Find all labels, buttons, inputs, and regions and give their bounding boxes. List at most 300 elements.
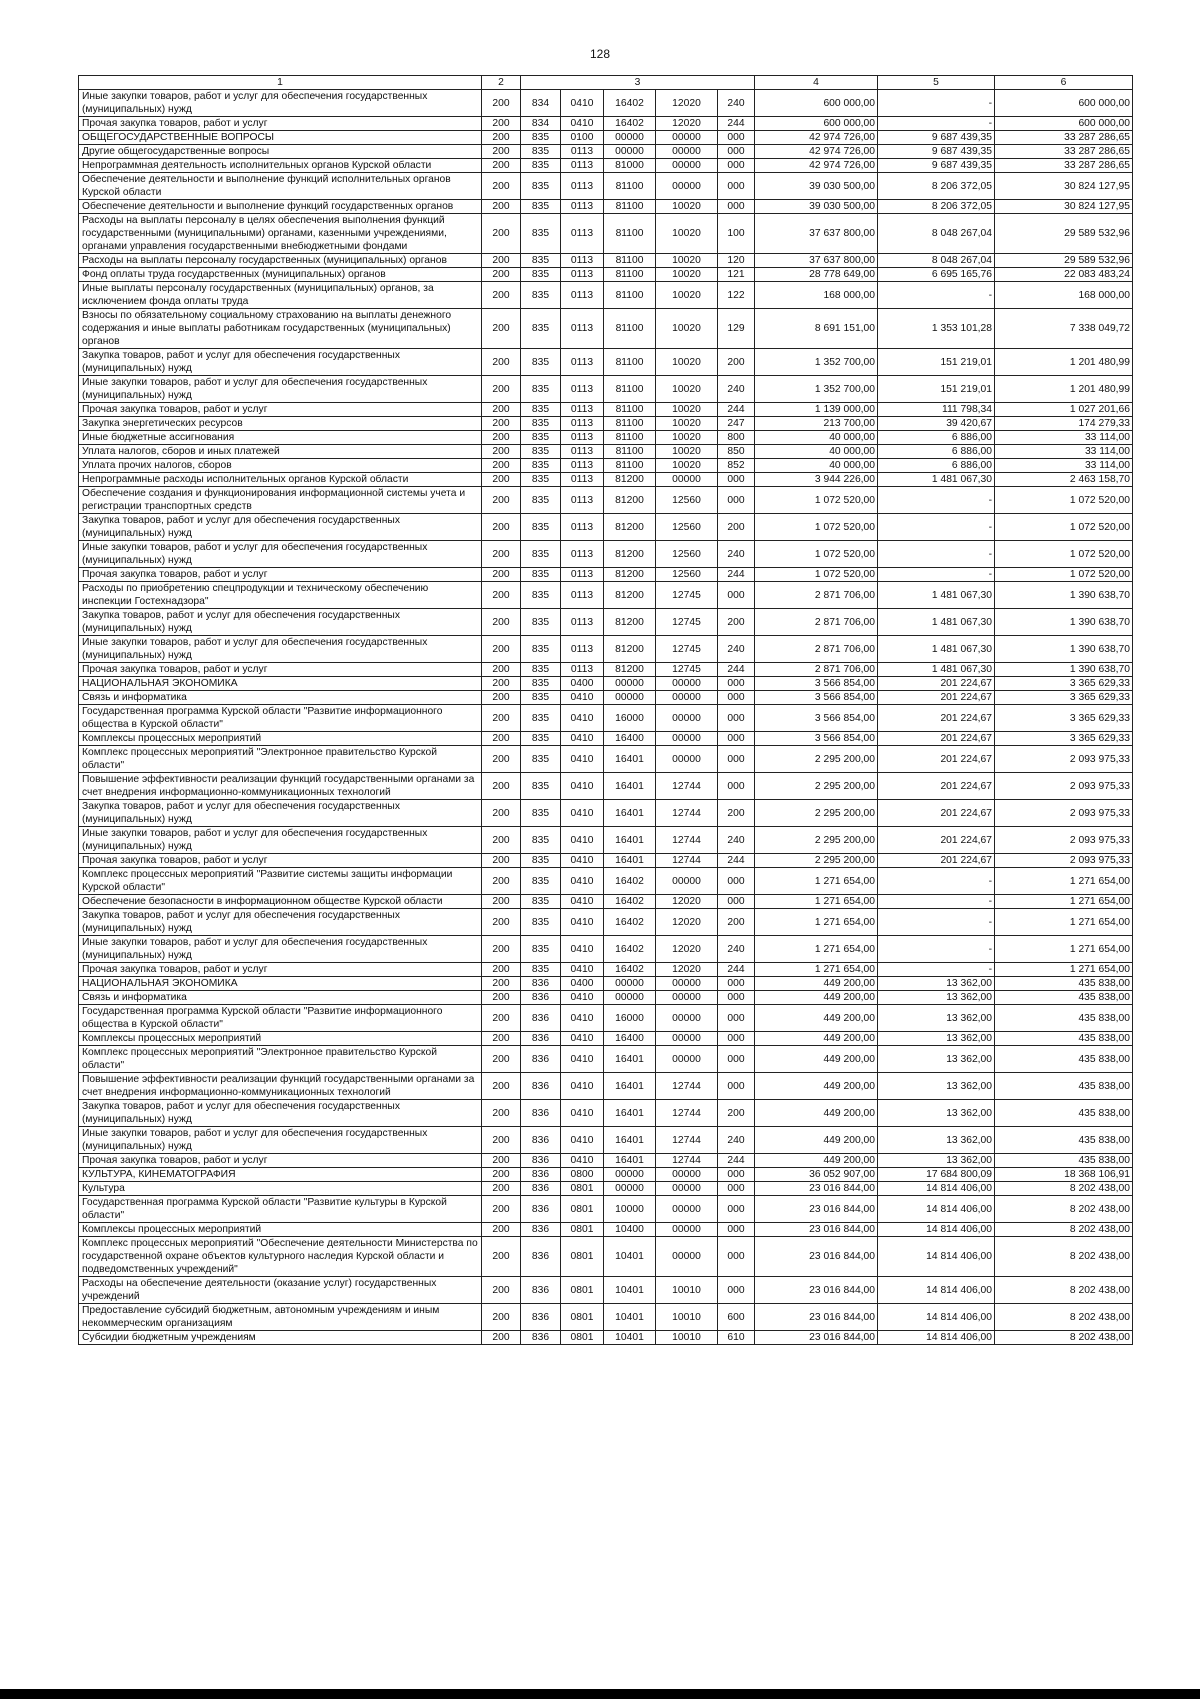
- code-direction: 10020: [656, 214, 718, 254]
- code-type: 000: [718, 1196, 755, 1223]
- amount-remaining: 1 390 638,70: [995, 663, 1133, 677]
- amount-remaining: 2 093 975,33: [995, 773, 1133, 800]
- amount-executed: 8 048 267,04: [878, 214, 995, 254]
- table-row: [79, 1005, 1133, 1032]
- code-direction: 12020: [656, 895, 718, 909]
- amount-remaining: 168 000,00: [995, 282, 1133, 309]
- code-type: 244: [718, 854, 755, 868]
- budget-table: [78, 75, 1133, 1345]
- amount-remaining: 435 838,00: [995, 1127, 1133, 1154]
- code-ministry: 836: [521, 1154, 561, 1168]
- amount-approved: 1 271 654,00: [755, 868, 878, 895]
- row-name: Фонд оплаты труда государственных (муниципальных) органов: [79, 268, 482, 282]
- table-row: [79, 963, 1133, 977]
- code-section: 0113: [561, 159, 604, 173]
- page-number: 128: [589, 47, 611, 61]
- table-row: [79, 90, 1133, 117]
- amount-executed: -: [878, 117, 995, 131]
- code-section: 0113: [561, 282, 604, 309]
- amount-executed: 14 814 406,00: [878, 1237, 995, 1277]
- code-direction: 12020: [656, 909, 718, 936]
- code-direction: 00000: [656, 173, 718, 200]
- code-type: 000: [718, 868, 755, 895]
- code-direction: 00000: [656, 977, 718, 991]
- amount-remaining: 435 838,00: [995, 977, 1133, 991]
- table-row: [79, 282, 1133, 309]
- code-program: 00000: [604, 1182, 656, 1196]
- row-name: КУЛЬТУРА, КИНЕМАТОГРАФИЯ: [79, 1168, 482, 1182]
- code-2: 200: [482, 800, 521, 827]
- table-row: [79, 1154, 1133, 1168]
- code-2: 200: [482, 309, 521, 349]
- code-direction: 10020: [656, 349, 718, 376]
- code-type: 000: [718, 131, 755, 145]
- code-direction: 12744: [656, 800, 718, 827]
- code-section: 0113: [561, 636, 604, 663]
- amount-remaining: 8 202 438,00: [995, 1223, 1133, 1237]
- code-ministry: 836: [521, 1277, 561, 1304]
- code-section: 0113: [561, 417, 604, 431]
- amount-executed: 14 814 406,00: [878, 1182, 995, 1196]
- amount-remaining: 1 072 520,00: [995, 568, 1133, 582]
- code-ministry: 836: [521, 1032, 561, 1046]
- code-ministry: 835: [521, 827, 561, 854]
- code-type: 244: [718, 663, 755, 677]
- code-2: 200: [482, 117, 521, 131]
- code-direction: 00000: [656, 1182, 718, 1196]
- row-name: Закупка энергетических ресурсов: [79, 417, 482, 431]
- row-name: Иные закупки товаров, работ и услуг для обеспечения государственных (муниципальных) нужд: [79, 376, 482, 403]
- amount-remaining: 1 271 654,00: [995, 963, 1133, 977]
- amount-remaining: 1 271 654,00: [995, 868, 1133, 895]
- code-section: 0410: [561, 854, 604, 868]
- row-name: Прочая закупка товаров, работ и услуг: [79, 568, 482, 582]
- table-row: [79, 431, 1133, 445]
- code-ministry: 835: [521, 663, 561, 677]
- code-program: 81100: [604, 282, 656, 309]
- amount-approved: 2 871 706,00: [755, 609, 878, 636]
- code-direction: 12744: [656, 773, 718, 800]
- table-row: [79, 677, 1133, 691]
- table-row: [79, 773, 1133, 800]
- amount-remaining: 33 114,00: [995, 459, 1133, 473]
- amount-approved: 8 691 151,00: [755, 309, 878, 349]
- code-direction: 10020: [656, 309, 718, 349]
- code-type: 000: [718, 705, 755, 732]
- table-row: [79, 609, 1133, 636]
- code-2: 200: [482, 895, 521, 909]
- code-program: 81100: [604, 431, 656, 445]
- amount-executed: 9 687 439,35: [878, 131, 995, 145]
- code-2: 200: [482, 200, 521, 214]
- code-program: 00000: [604, 977, 656, 991]
- amount-approved: 600 000,00: [755, 90, 878, 117]
- amount-remaining: 2 093 975,33: [995, 854, 1133, 868]
- code-direction: 10010: [656, 1331, 718, 1345]
- code-2: 200: [482, 746, 521, 773]
- amount-executed: 13 362,00: [878, 977, 995, 991]
- code-program: 81100: [604, 268, 656, 282]
- amount-remaining: 22 083 483,24: [995, 268, 1133, 282]
- row-name: Связь и информатика: [79, 991, 482, 1005]
- code-section: 0113: [561, 514, 604, 541]
- code-type: 000: [718, 677, 755, 691]
- code-program: 16402: [604, 909, 656, 936]
- amount-remaining: 3 365 629,33: [995, 677, 1133, 691]
- code-section: 0410: [561, 800, 604, 827]
- code-direction: 10020: [656, 200, 718, 214]
- code-2: 200: [482, 663, 521, 677]
- code-direction: 00000: [656, 1005, 718, 1032]
- table-row: [79, 1127, 1133, 1154]
- amount-approved: 1 352 700,00: [755, 376, 878, 403]
- amount-approved: 2 295 200,00: [755, 854, 878, 868]
- code-section: 0113: [561, 459, 604, 473]
- code-program: 16400: [604, 732, 656, 746]
- code-ministry: 835: [521, 282, 561, 309]
- row-name: Прочая закупка товаров, работ и услуг: [79, 403, 482, 417]
- row-name: Расходы по приобретению спецпродукции и техническому обеспечению инспекции Гостехнадзора": [79, 582, 482, 609]
- code-ministry: 835: [521, 214, 561, 254]
- code-program: 10401: [604, 1304, 656, 1331]
- amount-remaining: 2 093 975,33: [995, 800, 1133, 827]
- code-type: 244: [718, 568, 755, 582]
- code-direction: 12560: [656, 568, 718, 582]
- row-name: НАЦИОНАЛЬНАЯ ЭКОНОМИКА: [79, 977, 482, 991]
- amount-executed: 17 684 800,09: [878, 1168, 995, 1182]
- code-section: 0801: [561, 1331, 604, 1345]
- header-row: [79, 76, 1133, 90]
- code-2: 200: [482, 541, 521, 568]
- code-section: 0801: [561, 1182, 604, 1196]
- code-section: 0410: [561, 732, 604, 746]
- code-ministry: 835: [521, 854, 561, 868]
- code-ministry: 836: [521, 1046, 561, 1073]
- code-direction: 00000: [656, 131, 718, 145]
- code-program: 16000: [604, 1005, 656, 1032]
- row-name: НАЦИОНАЛЬНАЯ ЭКОНОМИКА: [79, 677, 482, 691]
- amount-executed: 201 224,67: [878, 705, 995, 732]
- code-type: 240: [718, 636, 755, 663]
- amount-remaining: 600 000,00: [995, 90, 1133, 117]
- code-direction: 00000: [656, 1237, 718, 1277]
- code-type: 247: [718, 417, 755, 431]
- code-type: 000: [718, 173, 755, 200]
- code-type: 200: [718, 1100, 755, 1127]
- amount-remaining: 1 201 480,99: [995, 349, 1133, 376]
- code-type: 244: [718, 117, 755, 131]
- amount-approved: 1 139 000,00: [755, 403, 878, 417]
- amount-executed: 1 481 067,30: [878, 636, 995, 663]
- header-col-1: 1: [79, 76, 482, 90]
- code-ministry: 835: [521, 417, 561, 431]
- code-direction: 10010: [656, 1304, 718, 1331]
- code-ministry: 836: [521, 1304, 561, 1331]
- code-type: 852: [718, 459, 755, 473]
- amount-remaining: 1 390 638,70: [995, 636, 1133, 663]
- code-direction: 00000: [656, 1223, 718, 1237]
- amount-executed: -: [878, 282, 995, 309]
- amount-remaining: 2 463 158,70: [995, 473, 1133, 487]
- amount-executed: 9 687 439,35: [878, 145, 995, 159]
- amount-executed: 1 353 101,28: [878, 309, 995, 349]
- code-2: 200: [482, 909, 521, 936]
- amount-approved: 449 200,00: [755, 991, 878, 1005]
- table-row: [79, 445, 1133, 459]
- code-type: 000: [718, 895, 755, 909]
- row-name: Предоставление субсидий бюджетным, автономным учреждениям и иным некоммерческим организациям: [79, 1304, 482, 1331]
- amount-approved: 28 778 649,00: [755, 268, 878, 282]
- amount-approved: 1 352 700,00: [755, 349, 878, 376]
- amount-executed: 8 048 267,04: [878, 254, 995, 268]
- amount-approved: 3 566 854,00: [755, 677, 878, 691]
- row-name: Прочая закупка товаров, работ и услуг: [79, 854, 482, 868]
- code-direction: 00000: [656, 705, 718, 732]
- code-direction: 00000: [656, 732, 718, 746]
- amount-executed: 39 420,67: [878, 417, 995, 431]
- code-2: 200: [482, 145, 521, 159]
- code-2: 200: [482, 403, 521, 417]
- code-section: 0801: [561, 1277, 604, 1304]
- table-row: [79, 800, 1133, 827]
- amount-executed: 9 687 439,35: [878, 159, 995, 173]
- amount-remaining: 30 824 127,95: [995, 200, 1133, 214]
- code-direction: 12744: [656, 1127, 718, 1154]
- code-2: 200: [482, 459, 521, 473]
- row-name: Уплата налогов, сборов и иных платежей: [79, 445, 482, 459]
- amount-approved: 39 030 500,00: [755, 173, 878, 200]
- amount-executed: 151 219,01: [878, 376, 995, 403]
- amount-approved: 39 030 500,00: [755, 200, 878, 214]
- code-direction: 12744: [656, 1154, 718, 1168]
- code-direction: 12560: [656, 487, 718, 514]
- amount-executed: -: [878, 868, 995, 895]
- code-ministry: 836: [521, 1237, 561, 1277]
- amount-approved: 2 871 706,00: [755, 663, 878, 677]
- code-ministry: 836: [521, 1196, 561, 1223]
- row-name: Повышение эффективности реализации функций государственными органами за счет внедрения информационно-коммуникационных технологий: [79, 1073, 482, 1100]
- code-direction: 00000: [656, 691, 718, 705]
- code-ministry: 835: [521, 746, 561, 773]
- amount-approved: 40 000,00: [755, 445, 878, 459]
- code-program: 81200: [604, 514, 656, 541]
- code-direction: 12744: [656, 1100, 718, 1127]
- amount-remaining: 33 114,00: [995, 431, 1133, 445]
- code-section: 0410: [561, 963, 604, 977]
- row-name: Иные бюджетные ассигнования: [79, 431, 482, 445]
- code-direction: 12020: [656, 936, 718, 963]
- code-section: 0410: [561, 1073, 604, 1100]
- code-ministry: 836: [521, 1168, 561, 1182]
- code-2: 200: [482, 1331, 521, 1345]
- code-section: 0410: [561, 1127, 604, 1154]
- code-direction: 10020: [656, 376, 718, 403]
- table-row: [79, 1223, 1133, 1237]
- amount-executed: 1 481 067,30: [878, 473, 995, 487]
- code-type: 000: [718, 1046, 755, 1073]
- code-ministry: 835: [521, 173, 561, 200]
- table-row: [79, 417, 1133, 431]
- code-section: 0100: [561, 131, 604, 145]
- code-2: 200: [482, 705, 521, 732]
- row-name: Закупка товаров, работ и услуг для обеспечения государственных (муниципальных) нужд: [79, 1100, 482, 1127]
- table-row: [79, 1032, 1133, 1046]
- row-name: Обеспечение деятельности и выполнение функций государственных органов: [79, 200, 482, 214]
- code-2: 200: [482, 582, 521, 609]
- amount-executed: 201 224,67: [878, 691, 995, 705]
- amount-executed: 201 224,67: [878, 732, 995, 746]
- amount-remaining: 1 271 654,00: [995, 895, 1133, 909]
- code-program: 16401: [604, 800, 656, 827]
- row-name: Государственная программа Курской области "Развитие информационного общества в Курской области": [79, 705, 482, 732]
- code-program: 81100: [604, 349, 656, 376]
- code-ministry: 835: [521, 677, 561, 691]
- code-ministry: 834: [521, 90, 561, 117]
- amount-remaining: 1 072 520,00: [995, 487, 1133, 514]
- amount-remaining: 600 000,00: [995, 117, 1133, 131]
- row-name: Иные закупки товаров, работ и услуг для обеспечения государственных (муниципальных) нужд: [79, 1127, 482, 1154]
- amount-executed: 1 481 067,30: [878, 582, 995, 609]
- table-row: [79, 1196, 1133, 1223]
- amount-remaining: 33 287 286,65: [995, 159, 1133, 173]
- code-type: 000: [718, 773, 755, 800]
- code-direction: 12560: [656, 514, 718, 541]
- amount-executed: 201 224,67: [878, 746, 995, 773]
- row-name: Комплексы процессных мероприятий: [79, 732, 482, 746]
- amount-executed: 201 224,67: [878, 800, 995, 827]
- amount-remaining: 1 201 480,99: [995, 376, 1133, 403]
- code-type: 200: [718, 800, 755, 827]
- header-col-3: 3: [521, 76, 755, 90]
- code-section: 0410: [561, 691, 604, 705]
- code-section: 0410: [561, 705, 604, 732]
- amount-approved: 1 072 520,00: [755, 514, 878, 541]
- code-ministry: 835: [521, 541, 561, 568]
- amount-approved: 40 000,00: [755, 431, 878, 445]
- table-row: [79, 663, 1133, 677]
- code-section: 0410: [561, 1154, 604, 1168]
- code-program: 81100: [604, 214, 656, 254]
- code-section: 0113: [561, 309, 604, 349]
- amount-approved: 168 000,00: [755, 282, 878, 309]
- code-program: 16401: [604, 1154, 656, 1168]
- code-program: 81000: [604, 159, 656, 173]
- amount-remaining: 30 824 127,95: [995, 173, 1133, 200]
- code-type: 240: [718, 827, 755, 854]
- code-2: 200: [482, 1168, 521, 1182]
- code-program: 16402: [604, 895, 656, 909]
- code-type: 000: [718, 1032, 755, 1046]
- code-direction: 10020: [656, 282, 718, 309]
- code-ministry: 835: [521, 445, 561, 459]
- code-direction: 00000: [656, 1168, 718, 1182]
- code-ministry: 835: [521, 459, 561, 473]
- code-direction: 12020: [656, 90, 718, 117]
- code-type: 121: [718, 268, 755, 282]
- row-name: Обеспечение создания и функционирования информационной системы учета и регистрации транспортных средств: [79, 487, 482, 514]
- amount-executed: 201 224,67: [878, 827, 995, 854]
- table-row: [79, 691, 1133, 705]
- code-ministry: 835: [521, 487, 561, 514]
- amount-approved: 449 200,00: [755, 1100, 878, 1127]
- amount-approved: 23 016 844,00: [755, 1223, 878, 1237]
- table-row: [79, 568, 1133, 582]
- amount-executed: 13 362,00: [878, 1154, 995, 1168]
- table-row: [79, 1331, 1133, 1345]
- code-section: 0410: [561, 895, 604, 909]
- amount-remaining: 1 390 638,70: [995, 609, 1133, 636]
- table-row: [79, 827, 1133, 854]
- code-ministry: 836: [521, 1331, 561, 1345]
- code-ministry: 835: [521, 159, 561, 173]
- code-direction: 12745: [656, 663, 718, 677]
- row-name: Комплекс процессных мероприятий "Электронное правительство Курской области": [79, 1046, 482, 1073]
- table-body: [79, 90, 1133, 1345]
- amount-approved: 449 200,00: [755, 1154, 878, 1168]
- table-row: [79, 473, 1133, 487]
- code-program: 16401: [604, 1046, 656, 1073]
- row-name: Комплексы процессных мероприятий: [79, 1032, 482, 1046]
- amount-approved: 1 271 654,00: [755, 936, 878, 963]
- row-name: Непрограммные расходы исполнительных органов Курской области: [79, 473, 482, 487]
- row-name: Иные закупки товаров, работ и услуг для обеспечения государственных (муниципальных) нужд: [79, 90, 482, 117]
- code-type: 000: [718, 582, 755, 609]
- code-2: 200: [482, 854, 521, 868]
- row-name: Уплата прочих налогов, сборов: [79, 459, 482, 473]
- amount-approved: 449 200,00: [755, 1005, 878, 1032]
- table-row: [79, 159, 1133, 173]
- row-name: Взносы по обязательному социальному страхованию на выплаты денежного содержания и иные выплаты работникам государственных (муниципальных) органов: [79, 309, 482, 349]
- amount-remaining: 33 114,00: [995, 445, 1133, 459]
- amount-approved: 2 871 706,00: [755, 636, 878, 663]
- code-program: 16402: [604, 90, 656, 117]
- table-row: [79, 1237, 1133, 1277]
- amount-executed: 8 206 372,05: [878, 200, 995, 214]
- code-ministry: 835: [521, 431, 561, 445]
- code-section: 0410: [561, 90, 604, 117]
- code-program: 16401: [604, 773, 656, 800]
- row-name: Иные закупки товаров, работ и услуг для обеспечения государственных (муниципальных) нужд: [79, 636, 482, 663]
- amount-remaining: 1 271 654,00: [995, 936, 1133, 963]
- code-direction: 10020: [656, 431, 718, 445]
- amount-approved: 3 566 854,00: [755, 691, 878, 705]
- amount-executed: 111 798,34: [878, 403, 995, 417]
- code-program: 81200: [604, 487, 656, 514]
- amount-remaining: 1 271 654,00: [995, 909, 1133, 936]
- code-program: 81100: [604, 254, 656, 268]
- code-2: 200: [482, 1182, 521, 1196]
- code-direction: 10020: [656, 268, 718, 282]
- amount-remaining: 33 287 286,65: [995, 131, 1133, 145]
- code-type: 610: [718, 1331, 755, 1345]
- amount-approved: 2 295 200,00: [755, 800, 878, 827]
- code-2: 200: [482, 1154, 521, 1168]
- amount-remaining: 1 390 638,70: [995, 582, 1133, 609]
- code-program: 10000: [604, 1196, 656, 1223]
- table-row: [79, 977, 1133, 991]
- code-section: 0801: [561, 1304, 604, 1331]
- code-direction: 12020: [656, 963, 718, 977]
- code-section: 0410: [561, 1005, 604, 1032]
- code-section: 0801: [561, 1196, 604, 1223]
- amount-approved: 1 271 654,00: [755, 909, 878, 936]
- amount-remaining: 29 589 532,96: [995, 254, 1133, 268]
- code-type: 000: [718, 1073, 755, 1100]
- code-type: 000: [718, 746, 755, 773]
- amount-approved: 2 295 200,00: [755, 746, 878, 773]
- amount-approved: 37 637 800,00: [755, 254, 878, 268]
- code-program: 16000: [604, 705, 656, 732]
